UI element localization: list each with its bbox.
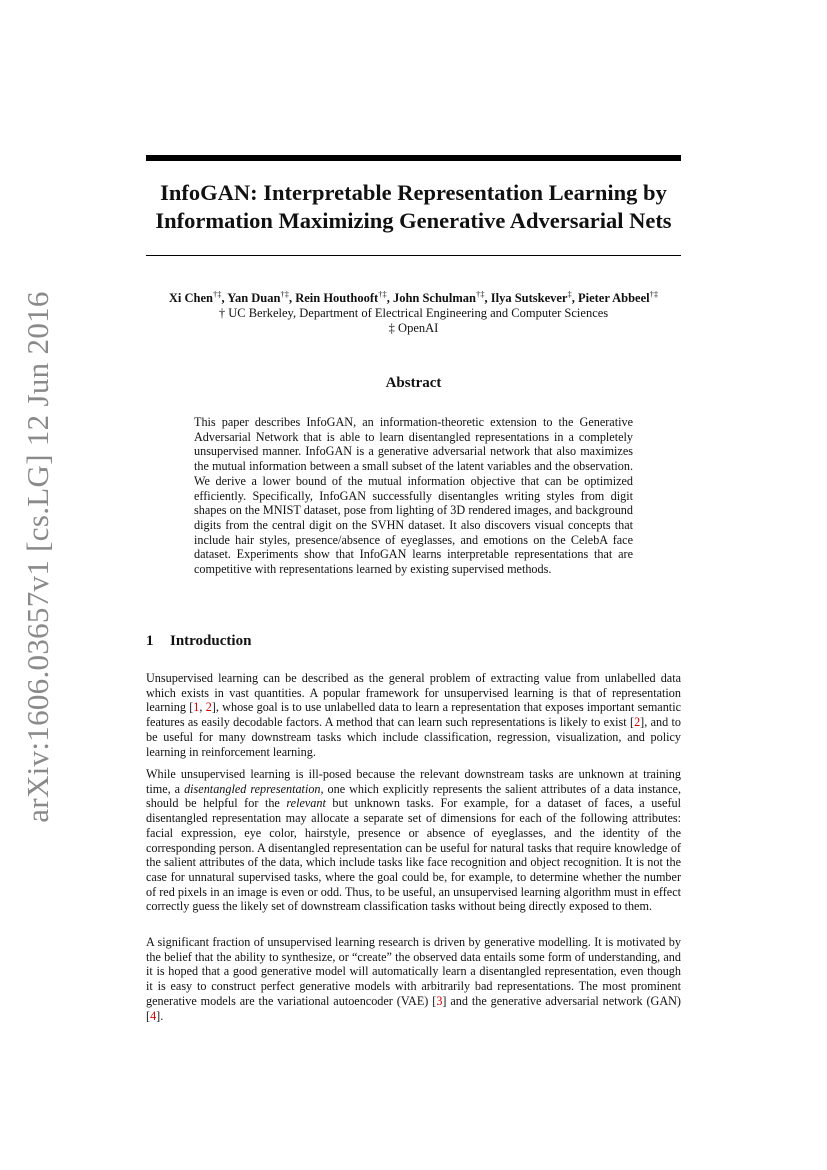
paragraph-text: ] and the generative adversarial network (GAN) [ xyxy=(146,993,681,1023)
author-name: John Schulman xyxy=(392,291,476,305)
author-affiliation-marks: †‡ xyxy=(378,289,387,299)
author-block xyxy=(126,291,701,336)
emphasized-term: disentangled representation xyxy=(184,781,321,796)
abstract-heading: Abstract xyxy=(385,375,442,391)
paragraph-text: While unsupervised learning is ill-posed because the relevant downstream tasks are unknown at training time, a xyxy=(146,767,681,796)
paragraph-text: Unsupervised learning can be described as the general problem of extracting value from unlabelled data which exists in vast quantities. A popular framework for unsupervised learning is that of representation learning [ xyxy=(146,671,681,715)
intro-paragraph-2 xyxy=(146,767,681,914)
paragraph-text: ], and to be useful for many downstream tasks which include classification, regression, visualization, and policy learning in reinforcement learning. xyxy=(146,715,681,759)
paragraph-text: , xyxy=(199,700,206,715)
author-list: Xi Chen†‡, Yan Duan†‡, Rein Houthooft†‡, John Schulman†‡, Ilya Sutskever‡, Pieter Abbeel†‡ xyxy=(168,289,659,305)
intro-paragraph-3 xyxy=(146,935,681,1023)
arxiv-identifier-stamp: arXiv:1606.03657v1 [cs.LG] 12 Jun 2016 xyxy=(20,291,55,823)
author-name: Pieter Abbeel xyxy=(577,291,650,305)
author-affiliation-marks: †‡ xyxy=(649,289,659,299)
author-affiliation-marks: †‡ xyxy=(280,289,289,299)
section-title: Introduction xyxy=(170,633,252,649)
paper-title-line-2: Information Maximizing Generative Adversarial Nets xyxy=(155,208,672,233)
author-affiliation-marks: ‡ xyxy=(567,289,572,299)
section-number: 1 xyxy=(146,633,154,649)
paragraph-text: ], whose goal is to use unlabelled data to learn a representation that exposes important semantic features as easily decodable factors. A method that can learn such representations is likely to exist [ xyxy=(146,700,681,730)
paragraph-text: ]. xyxy=(156,1008,164,1023)
author-affiliation-marks: †‡ xyxy=(213,289,222,299)
author-name: Rein Houthooft xyxy=(295,291,379,305)
title-top-rule xyxy=(146,155,681,161)
title-bottom-rule xyxy=(146,255,681,256)
paragraph-text: but unknown tasks. For example, for a dataset of faces, a useful disentangled representation may allocate a separate set of dimensions for each of the following attributes: facial expression, eye color, hairstyle, presence or absence of eyeglasses, and the identity of the corresponding person. A disentangled representation can be useful for natural tasks that require knowledge of the salient attributes of the data, which include tasks like face recognition and object recognition. It is not the case for unnatural supervised tasks, where the goal could be, for example, to determine whether the number of red pixels in an image is even or odd. Thus, to be useful, an unsupervised learning algorithm must in effect correctly guess the likely set of downstream classification tasks without being directly exposed to them. xyxy=(146,796,681,914)
author-affiliation-marks: †‡ xyxy=(475,289,485,299)
author-name: Ilya Sutskever xyxy=(490,291,568,305)
abstract-text: This paper describes InfoGAN, an information-theoretic extension to the Generative Adversarial Network that is able to learn disentangled representations in a completely unsupervised manner. InfoGAN is a generative adversarial network that also maximizes the mutual information between a small subset of the latent variables and the observation. We derive a lower bound of the mutual information objective that can be optimized efficiently. Specifically, InfoGAN successfully disentangles writing styles from digit shapes on the MNIST dataset, pose from lighting of 3D rendered images, and background digits from the central digit on the SVHN dataset. It also discovers visual concepts that include hair styles, presence/absence of eyeglasses, and emotions on the CelebA face dataset. Experiments show that InfoGAN learns interpretable representations that are competitive with representations learned by existing supervised methods. xyxy=(194,415,633,577)
citation-link[interactable]: 2 xyxy=(205,700,212,715)
author-name: Xi Chen xyxy=(168,291,213,305)
paragraph-text: A significant fraction of unsupervised learning research is driven by generative modelling. It is motivated by the belief that the ability to synthesize, or “create” the observed data entails some form of understanding, and it is hoped that a good generative model will automatically learn a disentangled representation, even though it is easy to construct perfect generative models with arbitrarily bad representations. The most prominent generative models are the variational autoencoder (VAE) [ xyxy=(146,935,681,1008)
citation-link[interactable]: 4 xyxy=(150,1008,157,1023)
affiliation-berkeley: † UC Berkeley, Department of Electrical Engineering and Computer Sciences xyxy=(218,306,609,320)
citation-link[interactable]: 1 xyxy=(193,700,200,715)
citation-link[interactable]: 2 xyxy=(634,715,641,730)
paper-title xyxy=(146,179,681,235)
affiliation-openai: ‡ OpenAI xyxy=(388,321,439,335)
paragraph-text: , one which explicitly represents the salient attributes of a data instance, should be helpful for the xyxy=(146,781,681,811)
author-name: Yan Duan xyxy=(227,291,281,305)
emphasized-term: relevant xyxy=(286,796,326,811)
section-heading-introduction xyxy=(146,633,681,650)
paper-title-line-1: InfoGAN: Interpretable Representation Learning by xyxy=(160,180,667,205)
intro-paragraph-1 xyxy=(146,671,681,759)
citation-link[interactable]: 3 xyxy=(436,993,443,1008)
